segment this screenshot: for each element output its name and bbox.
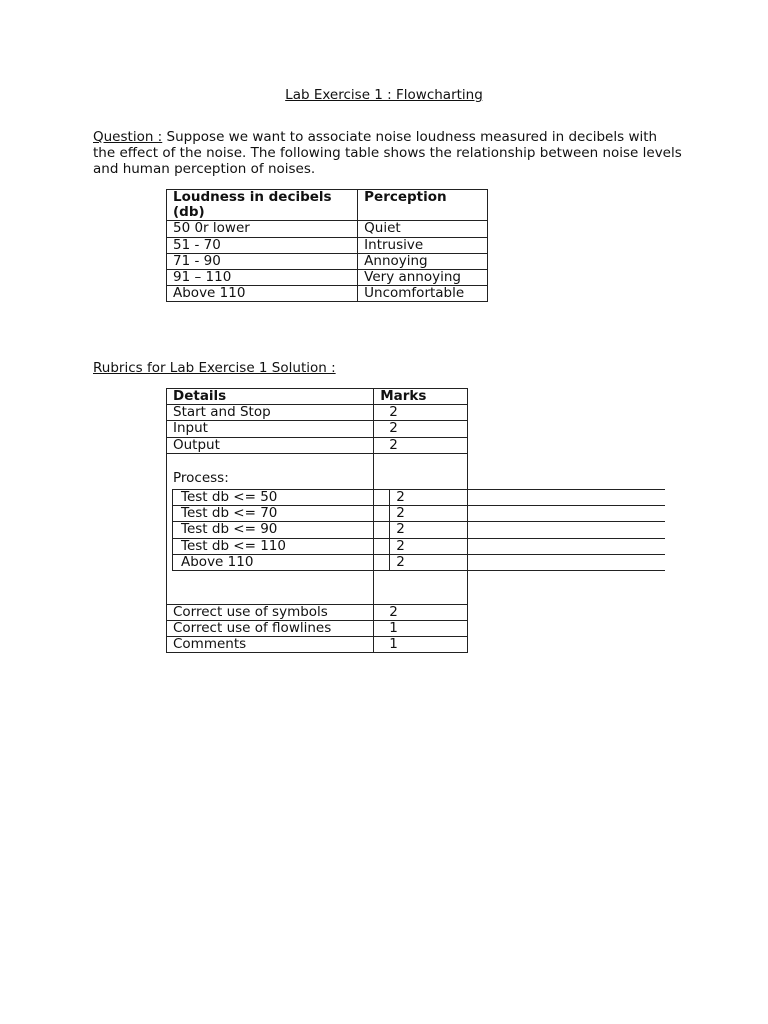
table-row bbox=[167, 237, 488, 253]
process-marks-cell: 2 bbox=[390, 538, 471, 554]
header-perception: Perception bbox=[358, 190, 488, 221]
process-marks-cell: 2 bbox=[390, 490, 471, 506]
table-row bbox=[167, 604, 468, 620]
table-row bbox=[167, 621, 468, 637]
process-extra-cell bbox=[471, 490, 665, 506]
loudness-cell: 71 - 90 bbox=[167, 253, 358, 269]
process-subrow bbox=[173, 554, 666, 570]
marks-cell: 2 bbox=[374, 604, 468, 620]
process-detail-cell: Test db <= 110 bbox=[173, 538, 390, 554]
marks-cell: 2 bbox=[374, 421, 468, 437]
question-paragraph bbox=[93, 129, 683, 177]
table-row bbox=[167, 270, 488, 286]
question-label: Question : bbox=[93, 129, 163, 145]
marks-cell: 1 bbox=[374, 621, 468, 637]
title-text: Lab Exercise 1 : Flowcharting bbox=[285, 87, 483, 103]
table-row bbox=[167, 286, 488, 302]
process-label: Process: bbox=[173, 469, 229, 486]
process-extra-cell bbox=[471, 522, 665, 538]
header-marks: Marks bbox=[374, 389, 468, 405]
header-details: Details bbox=[167, 389, 374, 405]
table-row bbox=[167, 221, 488, 237]
process-subtable bbox=[172, 489, 665, 571]
page-title bbox=[0, 87, 768, 104]
process-marks-cell: 2 bbox=[390, 522, 471, 538]
rubrics-heading: Rubrics for Lab Exercise 1 Solution : bbox=[93, 360, 336, 376]
table-header-row bbox=[167, 190, 488, 221]
marks-cell: 2 bbox=[374, 405, 468, 421]
loudness-cell: 91 – 110 bbox=[167, 270, 358, 286]
table-header-row bbox=[167, 389, 468, 405]
table-row bbox=[167, 437, 468, 453]
process-detail-cell: Above 110 bbox=[173, 554, 390, 570]
process-detail-cell: Test db <= 90 bbox=[173, 522, 390, 538]
process-subrow bbox=[173, 522, 666, 538]
process-subrow bbox=[173, 538, 666, 554]
process-marks-cell: 2 bbox=[390, 554, 471, 570]
question-text: Suppose we want to associate noise loudness measured in decibels with the effect of the noise. The following table shows the relationship between noise levels and human perception of noises. bbox=[93, 129, 682, 177]
perception-cell: Quiet bbox=[358, 221, 488, 237]
detail-cell: Start and Stop bbox=[167, 405, 374, 421]
detail-cell: Correct use of symbols bbox=[167, 604, 374, 620]
detail-cell: Comments bbox=[167, 637, 374, 653]
table-row bbox=[167, 405, 468, 421]
process-subrow bbox=[173, 490, 666, 506]
header-loudness: Loudness in decibels (db) bbox=[167, 190, 358, 221]
perception-cell: Uncomfortable bbox=[358, 286, 488, 302]
loudness-cell: Above 110 bbox=[167, 286, 358, 302]
detail-cell: Input bbox=[167, 421, 374, 437]
detail-cell: Correct use of flowlines bbox=[167, 621, 374, 637]
process-detail-cell: Test db <= 50 bbox=[173, 490, 390, 506]
table-row bbox=[167, 421, 468, 437]
process-gap bbox=[167, 570, 373, 604]
noise-perception-table bbox=[166, 189, 488, 302]
process-extra-cell bbox=[471, 506, 665, 522]
process-subrow bbox=[173, 506, 666, 522]
table-row bbox=[167, 637, 468, 653]
table-row bbox=[167, 253, 488, 269]
process-extra-cell bbox=[471, 554, 665, 570]
perception-cell: Annoying bbox=[358, 253, 488, 269]
process-extra-cell bbox=[471, 538, 665, 554]
marks-cell: 1 bbox=[374, 637, 468, 653]
process-detail-cell: Test db <= 70 bbox=[173, 506, 390, 522]
marks-cell: 2 bbox=[374, 437, 468, 453]
detail-cell: Output bbox=[167, 437, 374, 453]
process-marks-cell: 2 bbox=[390, 506, 471, 522]
perception-cell: Very annoying bbox=[358, 270, 488, 286]
loudness-cell: 51 - 70 bbox=[167, 237, 358, 253]
perception-cell: Intrusive bbox=[358, 237, 488, 253]
loudness-cell: 50 0r lower bbox=[167, 221, 358, 237]
